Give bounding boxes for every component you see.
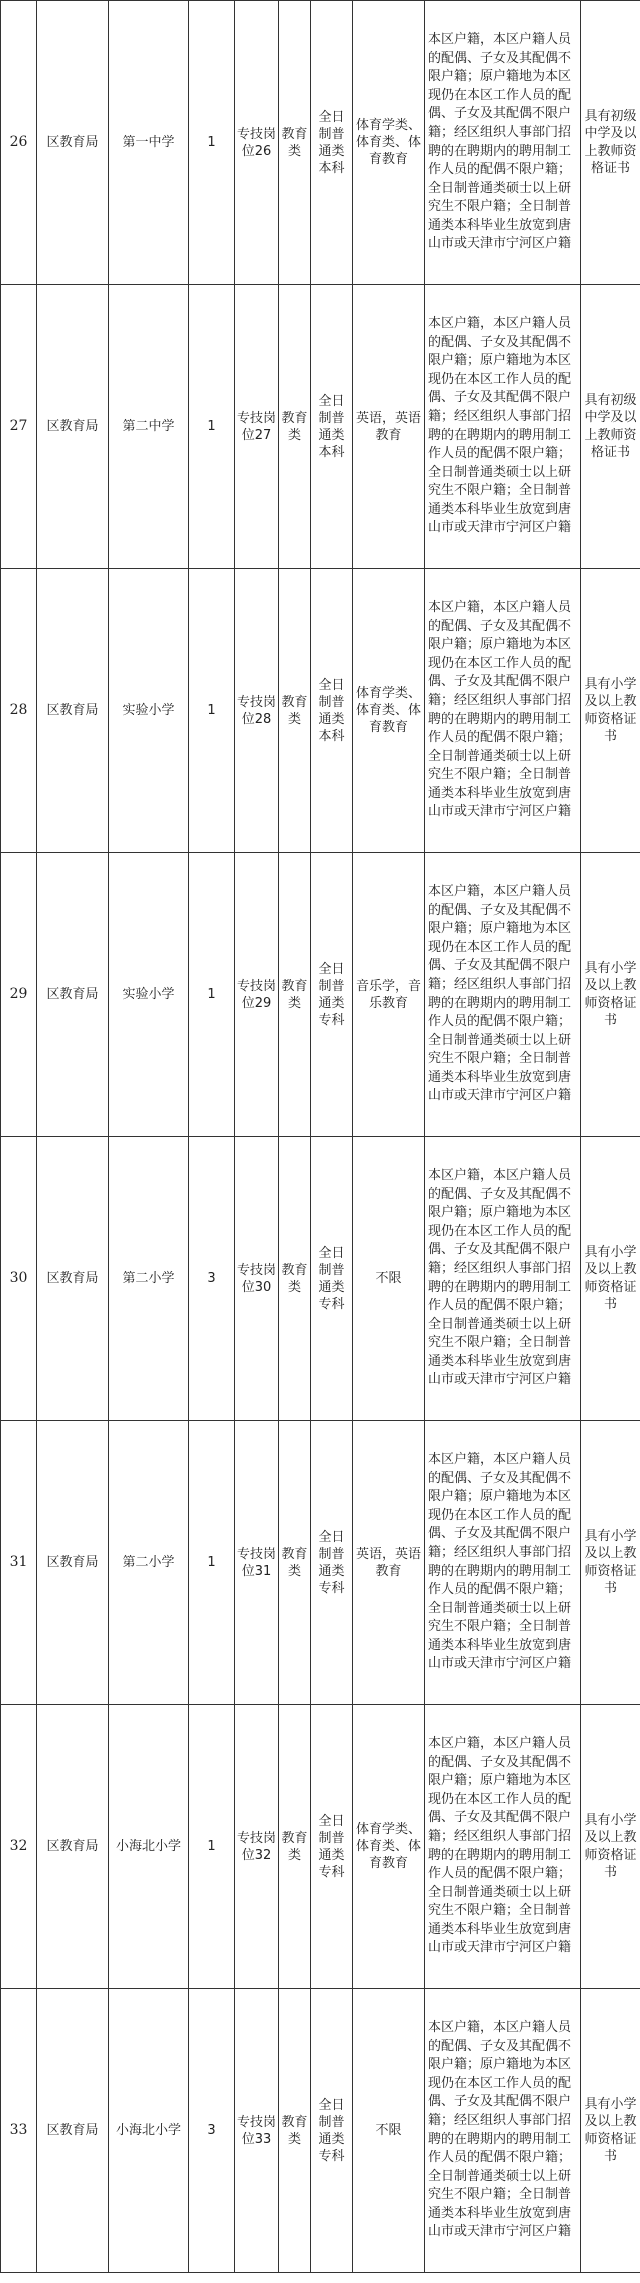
department-cell: 区教育局 — [37, 285, 109, 569]
table-row — [1, 569, 640, 853]
certificate-cell: 具有小学及以上教师资格证书 — [581, 1137, 640, 1421]
post-type-cell: 教育类 — [279, 1705, 311, 1989]
major-cell: 音乐学，音乐教育 — [353, 853, 425, 1137]
row-number: 32 — [1, 1705, 37, 1989]
major-cell: 体育学类、体育类、体育教育 — [353, 1705, 425, 1989]
certificate-cell: 具有小学及以上教师资格证书 — [581, 853, 640, 1137]
row-number: 27 — [1, 285, 37, 569]
hukou-cell: 本区户籍，本区户籍人员的配偶、子女及其配偶不限户籍；原户籍地为本区现仍在本区工作人员的配偶、子女及其配偶不限户籍；经区组织人事部门招聘的在聘期内的聘用制工作人员的配偶不限户籍；全日制普通类硕士以上研究生不限户籍；全日制普通类本科毕业生放宽到唐山市或天津市宁河区户籍 — [425, 853, 581, 1137]
table-row — [1, 853, 640, 1137]
table-row — [1, 1705, 640, 1989]
school-cell: 实验小学 — [109, 853, 189, 1137]
department-cell: 区教育局 — [37, 1, 109, 285]
department-cell: 区教育局 — [37, 1705, 109, 1989]
count-cell: 1 — [189, 1421, 235, 1705]
major-cell: 英语，英语教育 — [353, 1421, 425, 1705]
certificate-cell: 具有初级中学及以上教师资格证书 — [581, 1, 640, 285]
education-cell: 全日制普通类专科 — [311, 1705, 353, 1989]
table-row — [1, 1989, 640, 2273]
count-cell: 1 — [189, 1705, 235, 1989]
education-cell: 全日制普通类本科 — [311, 1, 353, 285]
post-type-cell: 教育类 — [279, 1, 311, 285]
department-cell: 区教育局 — [37, 1421, 109, 1705]
post-cell: 专技岗位31 — [235, 1421, 279, 1705]
count-cell: 1 — [189, 853, 235, 1137]
school-cell: 第二小学 — [109, 1137, 189, 1421]
table-row — [1, 1137, 640, 1421]
row-number: 28 — [1, 569, 37, 853]
post-type-cell: 教育类 — [279, 1989, 311, 2273]
hukou-cell: 本区户籍，本区户籍人员的配偶、子女及其配偶不限户籍；原户籍地为本区现仍在本区工作人员的配偶、子女及其配偶不限户籍；经区组织人事部门招聘的在聘期内的聘用制工作人员的配偶不限户籍；全日制普通类硕士以上研究生不限户籍；全日制普通类本科毕业生放宽到唐山市或天津市宁河区户籍 — [425, 1989, 581, 2273]
major-cell: 英语，英语教育 — [353, 285, 425, 569]
education-cell: 全日制普通类专科 — [311, 1989, 353, 2273]
department-cell: 区教育局 — [37, 1137, 109, 1421]
row-number: 26 — [1, 1, 37, 285]
education-cell: 全日制普通类本科 — [311, 285, 353, 569]
department-cell: 区教育局 — [37, 853, 109, 1137]
post-cell: 专技岗位28 — [235, 569, 279, 853]
major-cell: 体育学类、体育类、体育教育 — [353, 1, 425, 285]
table-row — [1, 285, 640, 569]
major-cell: 不限 — [353, 1989, 425, 2273]
certificate-cell: 具有初级中学及以上教师资格证书 — [581, 285, 640, 569]
post-cell: 专技岗位30 — [235, 1137, 279, 1421]
education-cell: 全日制普通类专科 — [311, 1137, 353, 1421]
row-number: 31 — [1, 1421, 37, 1705]
education-cell: 全日制普通类专科 — [311, 853, 353, 1137]
count-cell: 1 — [189, 285, 235, 569]
post-type-cell: 教育类 — [279, 569, 311, 853]
count-cell: 3 — [189, 1989, 235, 2273]
hukou-cell: 本区户籍，本区户籍人员的配偶、子女及其配偶不限户籍；原户籍地为本区现仍在本区工作人员的配偶、子女及其配偶不限户籍；经区组织人事部门招聘的在聘期内的聘用制工作人员的配偶不限户籍；全日制普通类硕士以上研究生不限户籍；全日制普通类本科毕业生放宽到唐山市或天津市宁河区户籍 — [425, 285, 581, 569]
hukou-cell: 本区户籍，本区户籍人员的配偶、子女及其配偶不限户籍；原户籍地为本区现仍在本区工作人员的配偶、子女及其配偶不限户籍；经区组织人事部门招聘的在聘期内的聘用制工作人员的配偶不限户籍；全日制普通类硕士以上研究生不限户籍；全日制普通类本科毕业生放宽到唐山市或天津市宁河区户籍 — [425, 1705, 581, 1989]
row-number: 33 — [1, 1989, 37, 2273]
post-type-cell: 教育类 — [279, 285, 311, 569]
certificate-cell: 具有小学及以上教师资格证书 — [581, 1421, 640, 1705]
education-cell: 全日制普通类专科 — [311, 1421, 353, 1705]
post-cell: 专技岗位29 — [235, 853, 279, 1137]
row-number: 29 — [1, 853, 37, 1137]
row-number: 30 — [1, 1137, 37, 1421]
certificate-cell: 具有小学及以上教师资格证书 — [581, 1989, 640, 2273]
post-cell: 专技岗位33 — [235, 1989, 279, 2273]
count-cell: 1 — [189, 569, 235, 853]
post-type-cell: 教育类 — [279, 1421, 311, 1705]
major-cell: 不限 — [353, 1137, 425, 1421]
table-row — [1, 1421, 640, 1705]
school-cell: 第二中学 — [109, 285, 189, 569]
hukou-cell: 本区户籍，本区户籍人员的配偶、子女及其配偶不限户籍；原户籍地为本区现仍在本区工作人员的配偶、子女及其配偶不限户籍；经区组织人事部门招聘的在聘期内的聘用制工作人员的配偶不限户籍；全日制普通类硕士以上研究生不限户籍；全日制普通类本科毕业生放宽到唐山市或天津市宁河区户籍 — [425, 1, 581, 285]
certificate-cell: 具有小学及以上教师资格证书 — [581, 569, 640, 853]
certificate-cell: 具有小学及以上教师资格证书 — [581, 1705, 640, 1989]
table-row — [1, 1, 640, 285]
department-cell: 区教育局 — [37, 569, 109, 853]
school-cell: 第一中学 — [109, 1, 189, 285]
education-cell: 全日制普通类本科 — [311, 569, 353, 853]
school-cell: 第二小学 — [109, 1421, 189, 1705]
count-cell: 3 — [189, 1137, 235, 1421]
hukou-cell: 本区户籍，本区户籍人员的配偶、子女及其配偶不限户籍；原户籍地为本区现仍在本区工作人员的配偶、子女及其配偶不限户籍；经区组织人事部门招聘的在聘期内的聘用制工作人员的配偶不限户籍；全日制普通类硕士以上研究生不限户籍；全日制普通类本科毕业生放宽到唐山市或天津市宁河区户籍 — [425, 1421, 581, 1705]
hukou-cell: 本区户籍，本区户籍人员的配偶、子女及其配偶不限户籍；原户籍地为本区现仍在本区工作人员的配偶、子女及其配偶不限户籍；经区组织人事部门招聘的在聘期内的聘用制工作人员的配偶不限户籍；全日制普通类硕士以上研究生不限户籍；全日制普通类本科毕业生放宽到唐山市或天津市宁河区户籍 — [425, 569, 581, 853]
major-cell: 体育学类、体育类、体育教育 — [353, 569, 425, 853]
hukou-cell: 本区户籍，本区户籍人员的配偶、子女及其配偶不限户籍；原户籍地为本区现仍在本区工作人员的配偶、子女及其配偶不限户籍；经区组织人事部门招聘的在聘期内的聘用制工作人员的配偶不限户籍；全日制普通类硕士以上研究生不限户籍；全日制普通类本科毕业生放宽到唐山市或天津市宁河区户籍 — [425, 1137, 581, 1421]
count-cell: 1 — [189, 1, 235, 285]
post-cell: 专技岗位26 — [235, 1, 279, 285]
school-cell: 实验小学 — [109, 569, 189, 853]
post-type-cell: 教育类 — [279, 1137, 311, 1421]
department-cell: 区教育局 — [37, 1989, 109, 2273]
post-cell: 专技岗位32 — [235, 1705, 279, 1989]
school-cell: 小海北小学 — [109, 1989, 189, 2273]
post-cell: 专技岗位27 — [235, 285, 279, 569]
school-cell: 小海北小学 — [109, 1705, 189, 1989]
post-type-cell: 教育类 — [279, 853, 311, 1137]
